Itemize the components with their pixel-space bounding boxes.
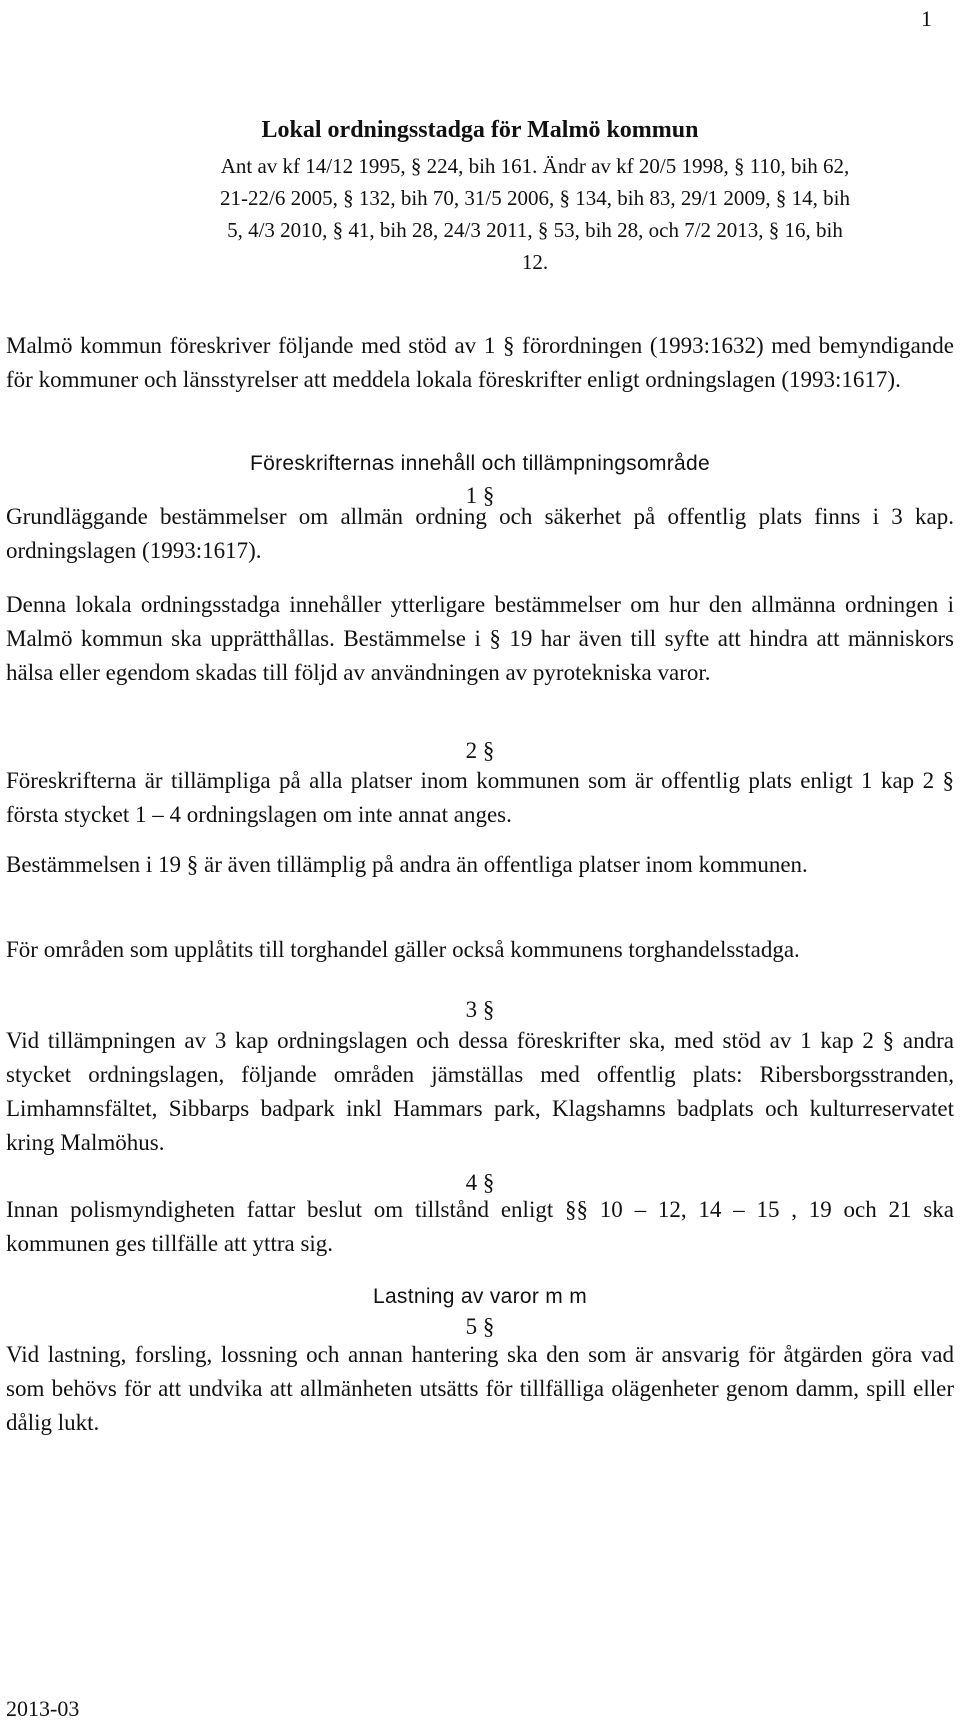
document-title: Lokal ordningsstadga för Malmö kommun: [261, 117, 699, 143]
section-3-label: 3 §: [465, 997, 495, 1022]
section-5-label: 5 §: [465, 1314, 495, 1339]
section-2-paragraph-3: För områden som upplåtits till torghandel gäller också kommunens torghandelsstadga.: [6, 937, 800, 962]
section-2-paragraph-2: Bestämmelsen i 19 § är även tillämplig på andra än offentliga platser inom kommunen.: [6, 852, 808, 877]
heading-loading: Lastning av varor m m: [372, 1285, 588, 1308]
section-1-paragraph-2: Denna lokala ordningsstadga innehåller ytterligare bestämmelser om hur den allmänna ordningen i Malmö kommun ska upprätthållas. Bestämmelse i § 19 har även till syfte att hindra att människors hälsa eller egendom skadas till följd av användningen av pyrotekniska varor.: [6, 592, 954, 685]
section-5-paragraph-1: Vid lastning, forsling, lossning och annan hantering ska den som är ansvarig för åtgärden göra vad som behövs för att undvika att allmänheten utsätts för tillfälliga olägenheter genom damm, spill eller dålig lukt.: [6, 1342, 954, 1435]
section-3-paragraph-1: Vid tillämpningen av 3 kap ordningslagen och dessa föreskrifter ska, med stöd av 1 kap 2 § andra stycket ordningslagen, följande områden jämställas med offentlig plats: Ribersborgsstranden, Limhamnsfältet, Sibbarps badpark inkl Hammars park, Klagshamns badplats och kulturreservatet kring Malmöhus.: [6, 1028, 954, 1155]
amendment-history: Ant av kf 14/12 1995, § 224, bih 161. Ändr av kf 20/5 1998, § 110, bih 62, 21-22/6 2005, § 132, bih 70, 31/5 2006, § 134, bih 83, 29/1 2009, § 14, bih 5, 4/3 2010, § 41, bih 28, 24/3 2011, § 53, bih 28, och 7/2 2013, § 16, bih 12.: [220, 154, 850, 274]
page-number: 1: [921, 6, 932, 31]
section-1-paragraph-1: Grundläggande bestämmelser om allmän ordning och säkerhet på offentlig plats finns i 3 kap. ordningslagen (1993:1617).: [6, 504, 954, 563]
section-2-label: 2 §: [465, 738, 495, 763]
footer-date: 2013-03: [6, 1696, 80, 1721]
section-2-paragraph-1: Föreskrifterna är tillämpliga på alla platser inom kommunen som är offentlig plats enligt 1 kap 2 § första stycket 1 – 4 ordningslagen om inte annat anges.: [6, 768, 954, 827]
section-1-label: 1 §: [465, 483, 495, 508]
heading-scope: Föreskrifternas innehåll och tillämpningsområde: [250, 452, 710, 475]
section-4-paragraph-1: Innan polismyndigheten fattar beslut om tillstånd enligt §§ 10 – 12, 14 – 15 , 19 och 21 ska kommunen ges tillfälle att yttra sig.: [6, 1197, 954, 1256]
intro-paragraph: Malmö kommun föreskriver följande med stöd av 1 § förordningen (1993:1632) med bemyndigande för kommuner och länsstyrelser att meddela lokala föreskrifter enligt ordningslagen (1993:1617).: [6, 333, 954, 392]
section-4-label: 4 §: [465, 1170, 495, 1195]
